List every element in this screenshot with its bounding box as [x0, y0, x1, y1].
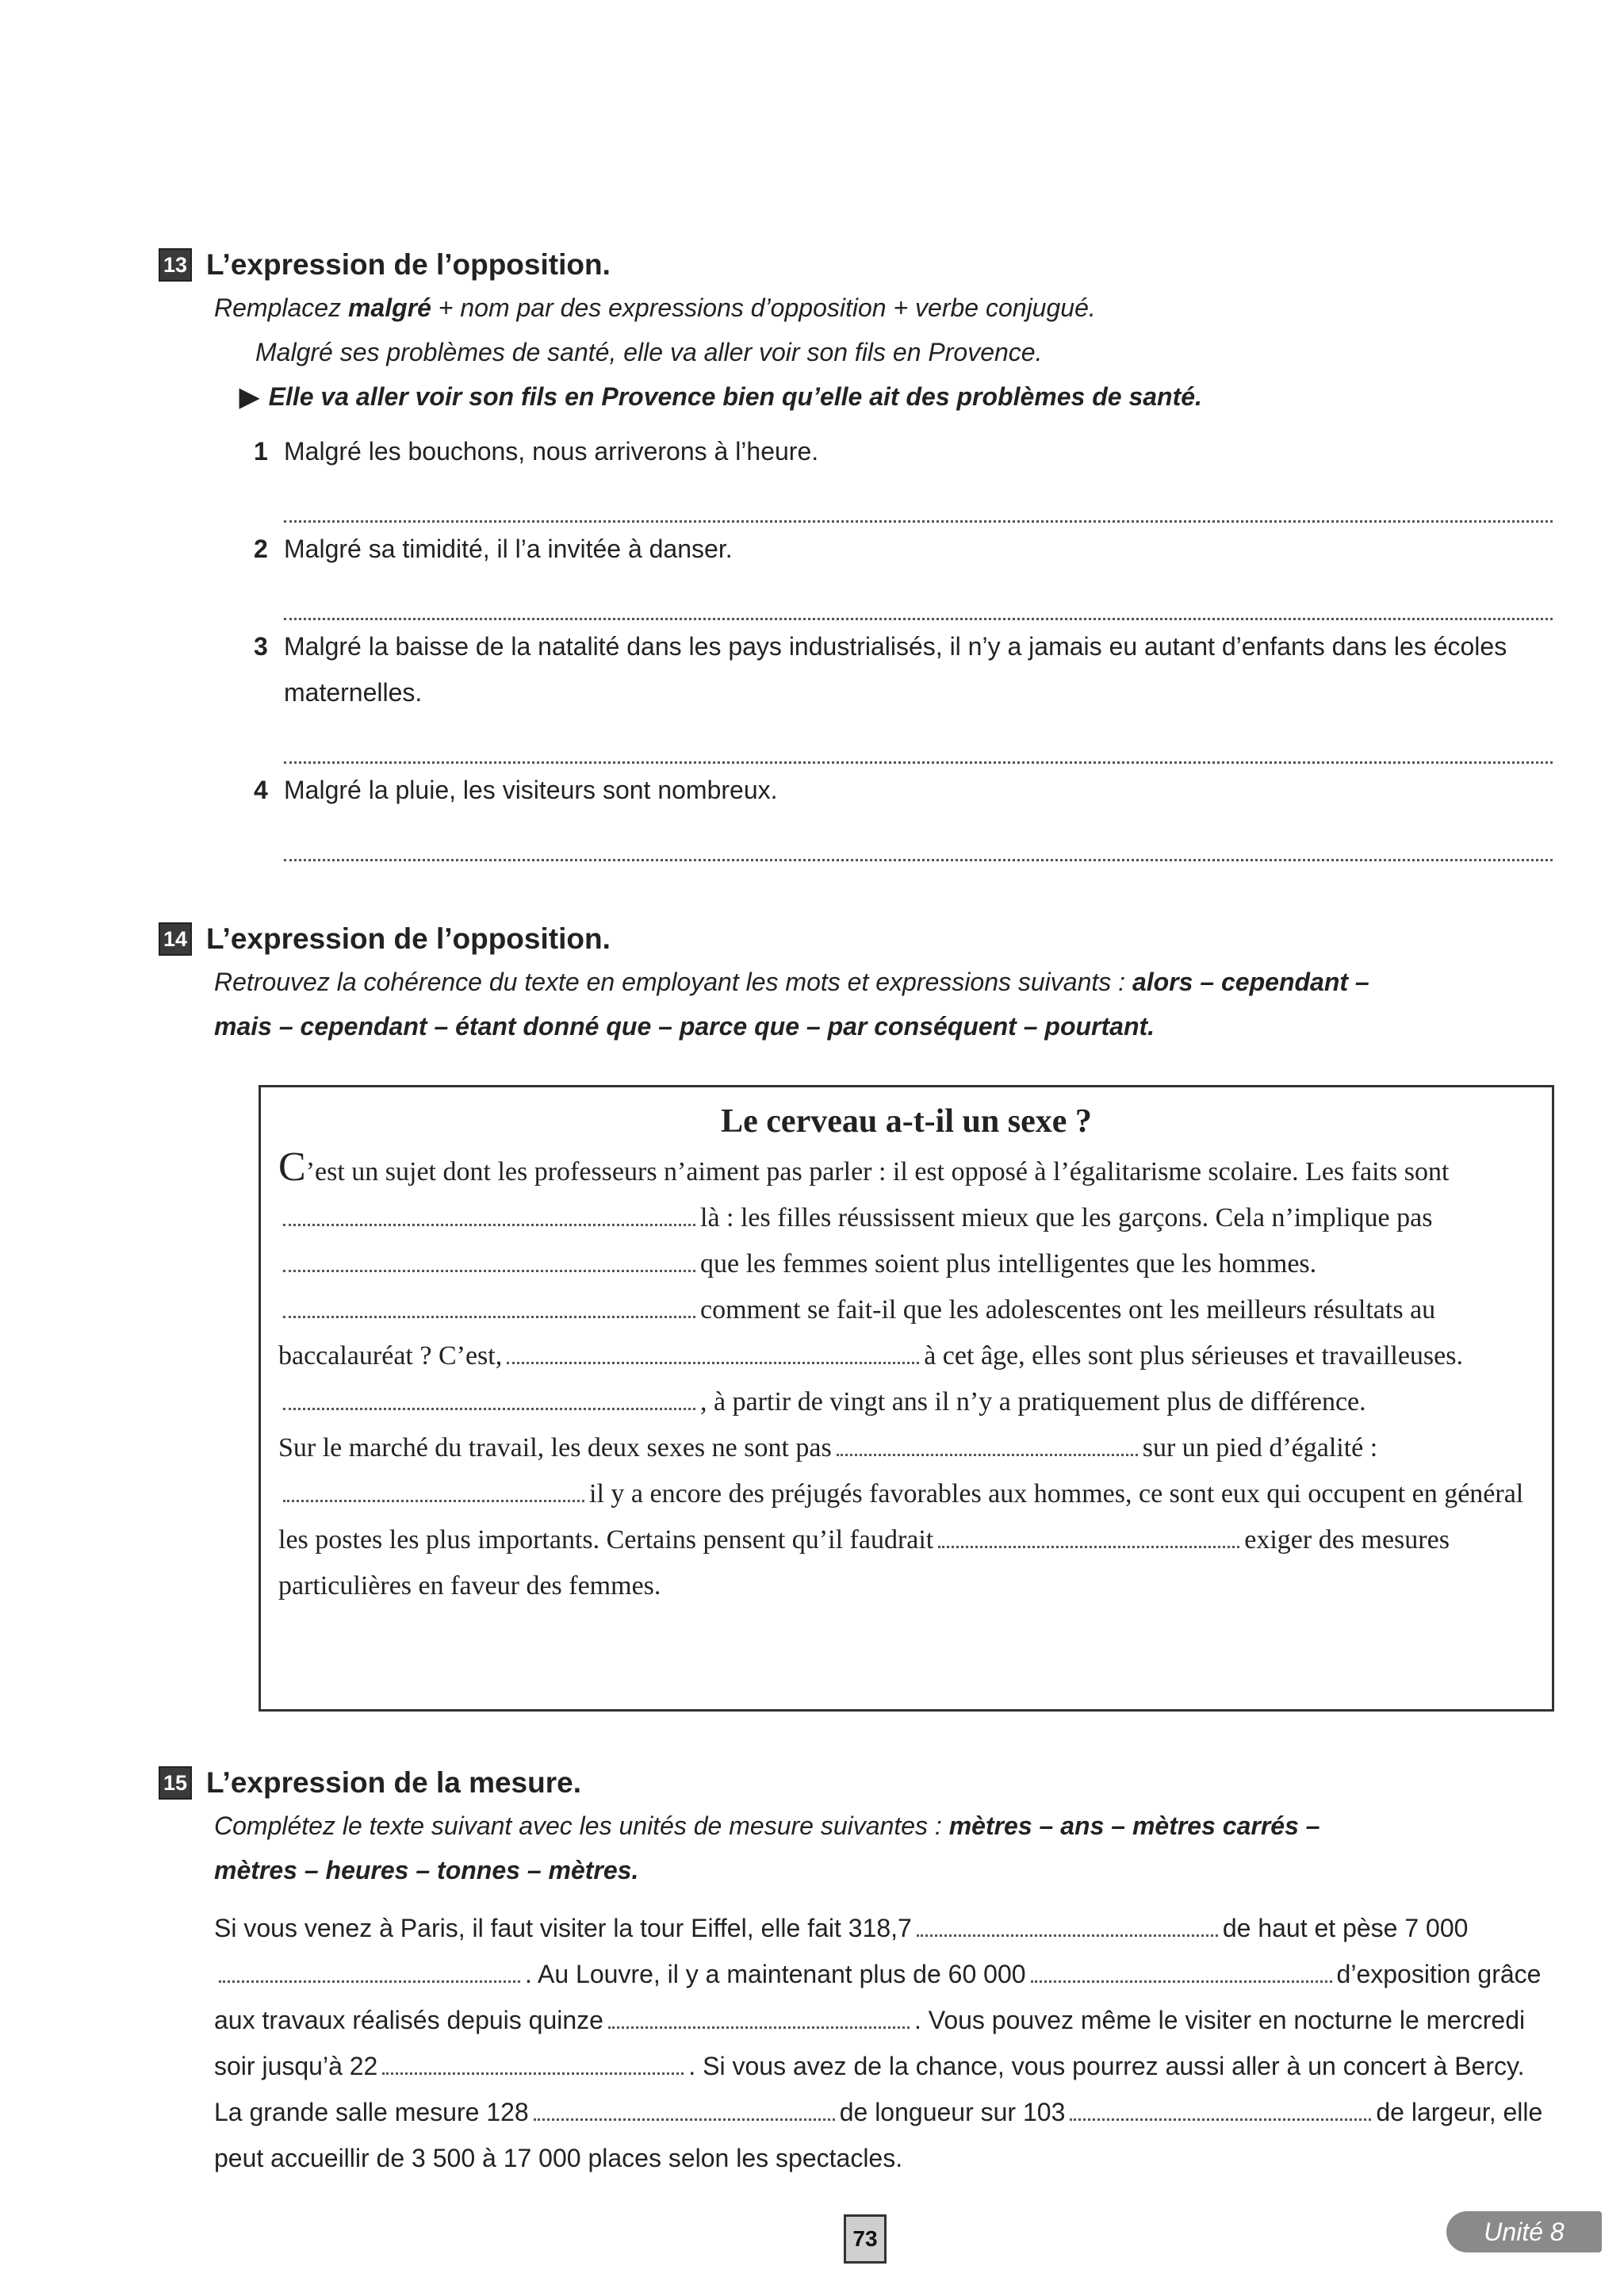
list-item	[254, 526, 1570, 572]
para-text: Si vous venez à Paris, il faut visiter la tour Eiffel, elle fait 318,7	[214, 1914, 912, 1942]
box-paragraph-1	[278, 1144, 1534, 1425]
box-text: Sur le marché du travail, les deux sexes ne sont pas	[278, 1433, 832, 1463]
list-item	[254, 767, 1570, 813]
measure-paragraph	[214, 1905, 1546, 2181]
instruction	[214, 286, 1570, 330]
exercise-15-header	[159, 1762, 1570, 1804]
box-text: exiger des mesures particulières en faveur des femmes.	[278, 1525, 1450, 1601]
exercise-number: 15	[159, 1766, 192, 1800]
arrow-right-icon: ▶	[239, 382, 259, 411]
page-number: 73	[844, 2214, 887, 2264]
para-text: de largeur, elle peut accueillir de 3 500 à 17 000 places selon les spectacles.	[214, 2098, 1543, 2172]
blank-field[interactable]	[283, 1392, 695, 1410]
item-text: Malgré les bouchons, nous arriverons à l’heure.	[284, 437, 819, 466]
instruction-text: + nom par des expressions d’opposition + verbe conjugué.	[431, 293, 1096, 322]
box-text: ’est un sujet dont les professeurs n’aiment pas parler : il est opposé à l’égalitarisme scolaire.	[305, 1157, 1299, 1187]
example-answer	[239, 374, 1570, 419]
box-text: comment se fait-il que les adolescentes ont les meilleurs résultats au baccalauréat ? C’est,	[278, 1295, 1436, 1371]
para-text: . Au Louvre, il y a maintenant plus de 60 000	[525, 1960, 1026, 1988]
answer-text: Elle va aller voir son fils en Provence bien qu’elle ait des problèmes de santé.	[268, 382, 1202, 411]
answer-line[interactable]	[284, 474, 1553, 523]
blank-field[interactable]	[283, 1300, 695, 1318]
instruction	[214, 1804, 1570, 1848]
item-number: 3	[254, 632, 268, 661]
list-item	[254, 428, 1570, 474]
blank-field[interactable]	[1031, 1965, 1332, 1983]
exercise-15	[159, 1762, 1570, 2181]
exercise-14	[159, 918, 1570, 1048]
box-text: , à partir de vingt ans il n’y a pratiquement plus de différence.	[700, 1387, 1366, 1417]
item-text: Malgré la pluie, les visiteurs sont nombreux.	[284, 776, 778, 804]
instruction-keyword: malgré	[347, 293, 431, 322]
exercise-13-header	[159, 244, 1570, 286]
exercise-title: L’expression de l’opposition.	[206, 248, 611, 281]
blank-field[interactable]	[283, 1208, 695, 1226]
word-list: mètres – ans – mètres carrés –	[948, 1811, 1320, 1840]
item-number: 1	[254, 437, 268, 466]
exercise-title: L’expression de la mesure.	[206, 1766, 581, 1799]
word-list: mètres – heures – tonnes – mètres.	[214, 1856, 639, 1884]
instruction-words	[214, 1004, 1570, 1048]
instruction	[214, 960, 1570, 1004]
instruction-words	[214, 1848, 1570, 1892]
word-list: mais – cependant – étant donné que – parce que – par conséquent – pourtant.	[214, 1012, 1155, 1041]
box-text: là : les filles réussissent mieux que les garçons.	[700, 1203, 1209, 1233]
blank-field[interactable]	[938, 1530, 1239, 1548]
para-text: de longueur sur 103	[839, 2098, 1066, 2126]
list-item	[254, 623, 1570, 715]
answer-line[interactable]	[284, 813, 1553, 861]
instruction-text: Remplacez	[214, 293, 348, 322]
box-text: à cet âge, elles sont plus sérieuses et travailleuses.	[924, 1341, 1463, 1371]
blank-field[interactable]	[534, 2103, 835, 2121]
item-number: 4	[254, 776, 268, 804]
answer-line[interactable]	[284, 572, 1553, 620]
box-text: que les femmes soient plus intelligentes que les hommes.	[700, 1249, 1317, 1279]
exercise-13	[159, 244, 1570, 861]
exercise-number: 13	[159, 248, 192, 282]
item-text: Malgré sa timidité, il l’a invitée à danser.	[284, 535, 733, 563]
box-text: sur un pied d’égalité :	[1142, 1433, 1378, 1463]
box-text: il y a encore des préjugés favorables aux hommes, ce sont eux qui occupent en général les postes les plus importants. Certains pensent qu’il faudrait	[278, 1479, 1524, 1555]
para-text: . Vous pouvez même le visiter en nocturne le mercredi soir jusqu’à 22	[214, 2006, 1526, 2080]
exercise-number: 14	[159, 922, 192, 956]
exercise-title: L’expression de l’opposition.	[206, 922, 611, 955]
answer-line[interactable]	[284, 715, 1553, 764]
dropcap: C	[278, 1144, 306, 1190]
box-text: Les faits sont	[1305, 1157, 1450, 1187]
box-text: Cela n’implique pas	[1215, 1203, 1433, 1233]
blank-field[interactable]	[283, 1484, 584, 1502]
blank-field[interactable]	[283, 1254, 695, 1272]
instruction-text: Complétez le texte suivant avec les unités de mesure suivantes :	[214, 1811, 942, 1840]
unit-badge: Unité 8	[1446, 2211, 1602, 2252]
blank-field[interactable]	[837, 1438, 1138, 1456]
instruction-text: Retrouvez la cohérence du texte en employant les mots et expressions suivants :	[214, 968, 1126, 996]
item-number: 2	[254, 535, 268, 563]
word-list: alors – cependant –	[1132, 968, 1369, 996]
exercise-14-header	[159, 918, 1570, 960]
item-text: Malgré la baisse de la natalité dans les pays industrialisés, il n’y a jamais eu autant d’enfants dans les écoles maternelles.	[284, 632, 1507, 707]
blank-field[interactable]	[1070, 2103, 1371, 2121]
box-title: Le cerveau a-t-il un sexe ?	[721, 1103, 1092, 1140]
box-paragraph-2	[278, 1425, 1534, 1609]
blank-field[interactable]	[219, 1965, 520, 1983]
text-box	[259, 1085, 1554, 1712]
para-text: . Si vous avez de la chance, vous pourrez aussi aller à un concert à Bercy. La grande salle mesure 128	[214, 2052, 1525, 2126]
para-text: de haut et pèse 7 000	[1222, 1914, 1469, 1942]
blank-field[interactable]	[917, 1919, 1218, 1937]
example-sentence: Malgré ses problèmes de santé, elle va aller voir son fils en Provence.	[255, 338, 1043, 366]
blank-field[interactable]	[382, 2057, 684, 2075]
blank-field[interactable]	[507, 1346, 919, 1364]
para-text: d’exposition grâce aux travaux réalisés depuis quinze	[214, 1960, 1542, 2034]
blank-field[interactable]	[608, 2011, 910, 2029]
